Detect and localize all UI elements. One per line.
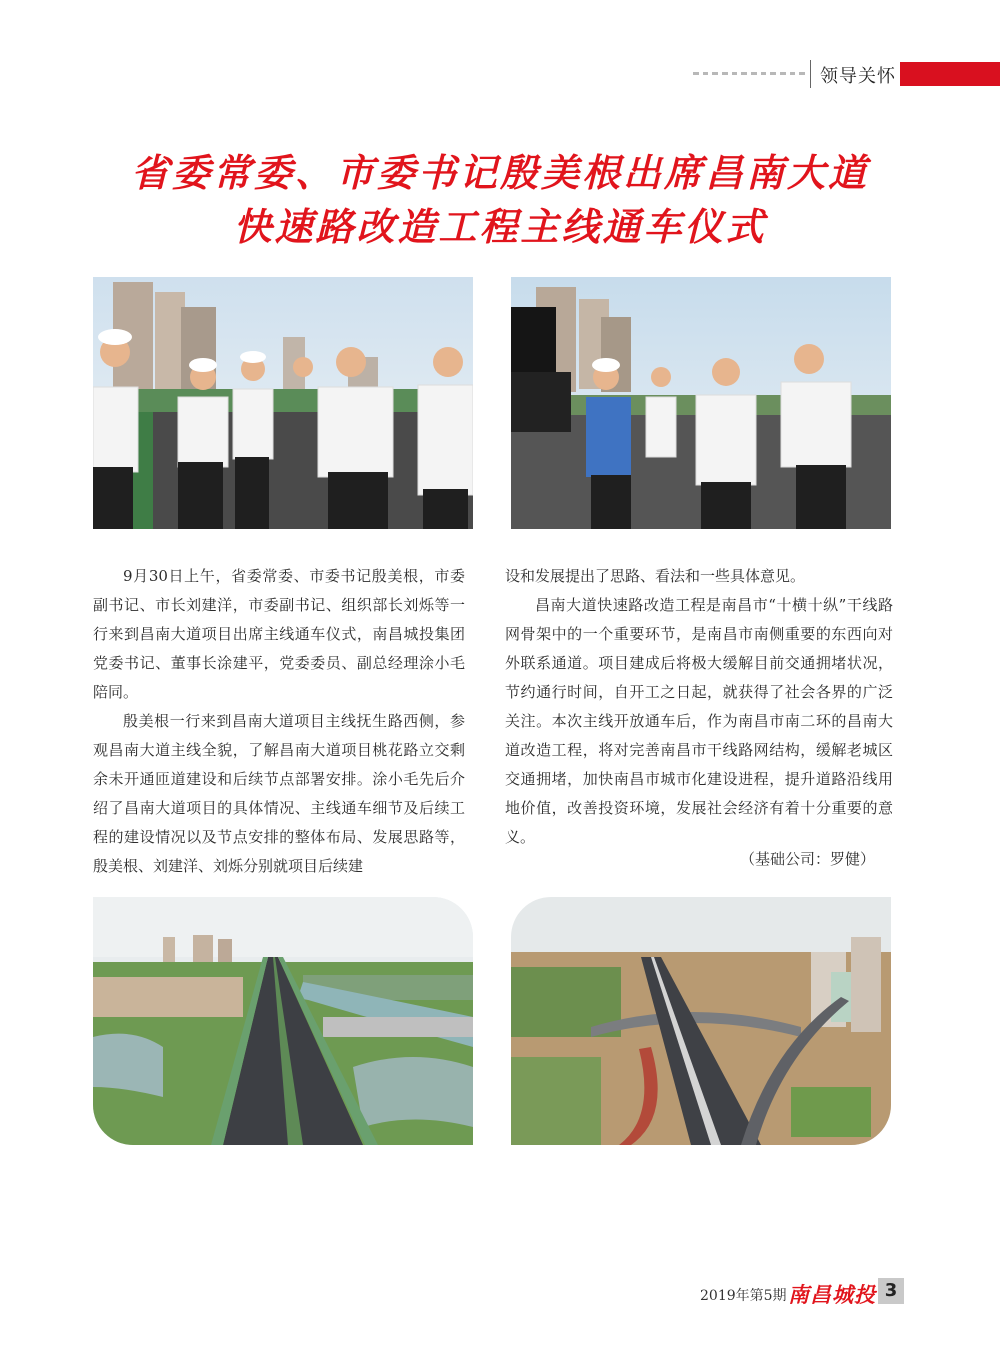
header-red-bar	[900, 62, 1000, 86]
photo-aerial-interchange	[511, 897, 891, 1145]
header-decoration-dots	[693, 68, 805, 78]
issue-number: 2019年第5期	[700, 1288, 787, 1304]
article-title-line-1: 省委常委、市委书记殷美根出席昌南大道	[130, 150, 869, 195]
paragraph-3: 昌南大道快速路改造工程是南昌市“十横十纵”干线路网骨架中的一个重要环节，是南昌市南侧重要的东西向对外联系通道。项目建成后将极大缓解目前交通拥堵状况，节约通行时间，自开工之日起，就获得了社会各界的广泛关注。本次主线开放通车后，作为南昌市南二环的昌南大道改造工程，将对完善南昌市干线路网结构，缓解老城区交通拥堵，加快南昌市城市化建设进程，提升道路沿线用地价值，改善投资环境，发展社会经济有着十分重要的意义。	[505, 596, 893, 846]
section-label: 领导关怀	[820, 66, 896, 87]
paragraph-2: 殷美根一行来到昌南大道项目主线抚生路西侧，参观昌南大道主线全貌，了解昌南大道项目桃花路立交剩余未开通匝道建设和后续节点部署安排。涂小毛先后介绍了昌南大道项目的具体情况、主线通车细节及后续工程的建设情况以及节点安排的整体布局、发展思路等，殷美根、刘建洋、刘烁分别就项目后续建	[93, 712, 465, 875]
page-number: 3	[878, 1278, 904, 1304]
photo-aerial-expressway	[93, 897, 473, 1145]
article-title-line-2: 快速路改造工程主线通车仪式	[233, 204, 767, 249]
paragraph-1: 9月30日上午，省委常委、市委书记殷美根，市委副书记、市长刘建洋，市委副书记、组织部长刘烁等一行来到昌南大道项目出席主线通车仪式，南昌城投集团党委书记、董事长涂建平，党委委员、副总经理涂小毛陪同。	[93, 567, 465, 701]
header-divider	[810, 60, 811, 88]
magazine-name: 南昌城投	[788, 1282, 876, 1307]
article-text-right-column	[505, 562, 893, 852]
photo-handshake-1	[93, 277, 473, 529]
paragraph-2-continued: 设和发展提出了思路、看法和一些具体意见。	[505, 567, 806, 585]
article-text-left-column	[93, 562, 465, 881]
article-byline: （基础公司：罗健）	[740, 850, 876, 868]
photo-handshake-2	[511, 277, 891, 529]
